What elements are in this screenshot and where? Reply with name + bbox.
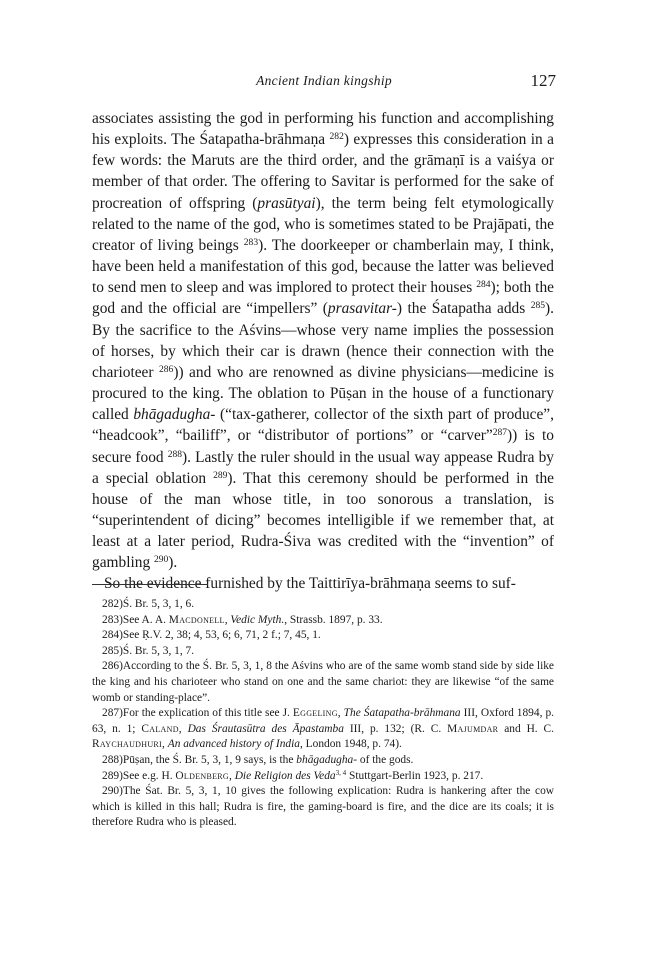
text-run: ). By the sacrifice to the Aśvins—whose very name implies the possession of horses, by which their car is drawn (hence their connection with the charioteer xyxy=(92,300,554,381)
text-run: Ś. Br. 5, 3, 1, 6. xyxy=(122,598,195,610)
text-run: ), the term being felt etymologically related to the name of the god, who is sometimes stated to be Prajāpati, the creator of living beings xyxy=(92,194,554,254)
footnote-ref: 284 xyxy=(476,279,491,290)
text-run: So the evidence furnished by the Taittirīya-brāhmaṇa seems to suf- xyxy=(104,575,516,593)
footnote-number: 285) xyxy=(102,644,123,657)
text-run: Ś. Br. 5, 3, 1, 7. xyxy=(122,644,195,657)
text-run: The Śat. Br. 5, 3, 1, 10 gives the following explication: Rudra is hankering after the cow which is killed in this hall; Rudra is fire, the gaming-board is fire, and the dice are its coals; it is therefore Rudra who is pleased. xyxy=(92,785,554,829)
footnote-ref: 287 xyxy=(492,427,508,439)
page-number: 127 xyxy=(530,71,556,90)
text-run: III, Oxford 1894, p. 63, n. 1; xyxy=(92,707,554,735)
text-run: See e.g. H. xyxy=(122,769,176,782)
text-run: ). xyxy=(168,554,178,572)
text-run: See A. A. xyxy=(122,613,169,626)
text-run: , xyxy=(229,769,235,782)
text-run: (“tax-gatherer, collector of the sixth part of produce”, “headcook”, “bailiff”, or “distributor of portions” or “carver” xyxy=(92,406,554,445)
italic-term: The Śatapatha-brāhmana xyxy=(343,707,461,720)
footnote-ref: 289 xyxy=(213,469,228,481)
footnote-divider xyxy=(92,584,208,585)
footnote-ref: 288 xyxy=(167,448,182,460)
text-run: and H. C. xyxy=(498,722,555,735)
text-run: ). The doorkeeper or chamberlain may, I think, have been held a manifestation of this god, because the latter was believed to send men to sleep and was implored to protect their houses xyxy=(92,236,554,297)
text-run: According to the Ś. Br. 5, 3, 1, 8 the Aśvins who are of the same womb stand side by side like the king and his charioteer who stand on one and the same chariot: they are likewise “of the same womb or standing-place”. xyxy=(92,660,554,704)
text-run: )) is to secure food xyxy=(92,427,554,466)
italic-term: Vedic Myth. xyxy=(230,613,285,626)
italic-term: An advanced history of India xyxy=(167,738,300,751)
text-run: , London 1948, p. 74). xyxy=(299,738,402,751)
footnote-number: 286) xyxy=(102,660,123,673)
footnote xyxy=(92,784,554,831)
footnote xyxy=(92,644,554,660)
footnote-number: 282) xyxy=(102,598,123,610)
footnote xyxy=(92,613,554,629)
text-run: III, p. 132; (R. C. xyxy=(343,722,448,735)
italic-term: bhāgadugha- xyxy=(296,753,358,766)
author-name: Oldenberg xyxy=(175,769,229,782)
main-text xyxy=(92,108,554,595)
italic-term: bhāgadugha- xyxy=(133,406,216,424)
text-run: ); both the god and the official are “impellers” ( xyxy=(92,279,554,318)
footnote-number: 288) xyxy=(102,753,123,766)
text-run: , xyxy=(162,738,168,751)
footnote-number: 290) xyxy=(102,785,123,798)
page-header xyxy=(92,71,556,93)
footnote-number: 287) xyxy=(102,707,123,720)
footnote-ref: 3, 4 xyxy=(335,768,347,777)
footnote xyxy=(92,659,554,706)
author-name: Macdonell xyxy=(168,613,225,626)
author-name: Majumdar xyxy=(447,722,499,735)
footnote-number: 283) xyxy=(102,613,123,626)
footnote-number: 289) xyxy=(102,769,123,782)
footnote-ref: 282 xyxy=(329,130,344,142)
footnote xyxy=(92,706,554,753)
text-run: ). That this ceremony should be performed in the house of the man whose title, in too sonorous a translation, is “superintendent of dicing” becomes intelligible if we remember that, at least at a later period, Rudra-Śiva was credited with the “invention” of gambling xyxy=(92,469,554,572)
italic-term: Das Śrautasūtra des Āpastamba xyxy=(187,722,344,735)
author-name: Raychaudhuri xyxy=(92,738,163,751)
footnote xyxy=(92,769,554,785)
footnote xyxy=(92,753,554,769)
text-run: , xyxy=(224,613,231,626)
text-run: ) expresses this consideration in a few words: the Maruts are the third order, and the grāmaṇī is a vaiśya or member of that order. The offering to Savitar is performed for the sake of procreation of offspring ( xyxy=(92,131,555,212)
footnote xyxy=(92,628,554,644)
footnote-ref: 290 xyxy=(153,554,169,566)
footnote xyxy=(92,597,554,613)
author-name: Caland xyxy=(141,722,179,735)
running-title: Ancient Indian kingship xyxy=(256,73,392,88)
italic-term: prasavitar- xyxy=(327,300,397,318)
footnote-ref: 285 xyxy=(530,300,546,312)
text-run: Stuttgart-Berlin 1923, p. 217. xyxy=(346,769,484,782)
text-run: ). Lastly the ruler should in the usual way appease Rudra by a special oblation xyxy=(92,448,554,487)
text-run: , xyxy=(337,707,344,720)
text-run: ) the Śatapatha adds xyxy=(396,300,531,318)
text-run: Pūṣan, the Ś. Br. 5, 3, 1, 9 says, is the xyxy=(122,753,297,766)
text-run: , Strassb. 1897, p. 33. xyxy=(284,613,383,626)
italic-term: prasūtyai xyxy=(257,194,316,212)
footnote-ref: 283 xyxy=(243,236,259,248)
footnote-number: 284) xyxy=(102,629,123,642)
footnote-ref: 286 xyxy=(159,363,174,375)
paragraph xyxy=(92,108,554,573)
text-run: For the explication of this title see J. xyxy=(122,707,293,720)
text-run: of the gods. xyxy=(357,753,414,766)
author-name: Eggeling xyxy=(292,707,338,720)
text-run: See Ṛ.V. 2, 38; 4, 53, 6; 6, 71, 2 f.; 7, 45, 1. xyxy=(122,629,321,642)
text-run: )) and who are renowned as divine physicians—medicine is procured to the king. The oblation to Pūṣan in the house of a functionary called xyxy=(92,363,554,424)
text-run: , xyxy=(178,722,188,735)
italic-term: Die Religion des Veda xyxy=(234,769,336,782)
text-run: associates assisting the god in performing his function and accomplishing his exploits. The Śatapatha-brāhmaṇa xyxy=(92,110,554,149)
footnotes xyxy=(92,597,554,831)
